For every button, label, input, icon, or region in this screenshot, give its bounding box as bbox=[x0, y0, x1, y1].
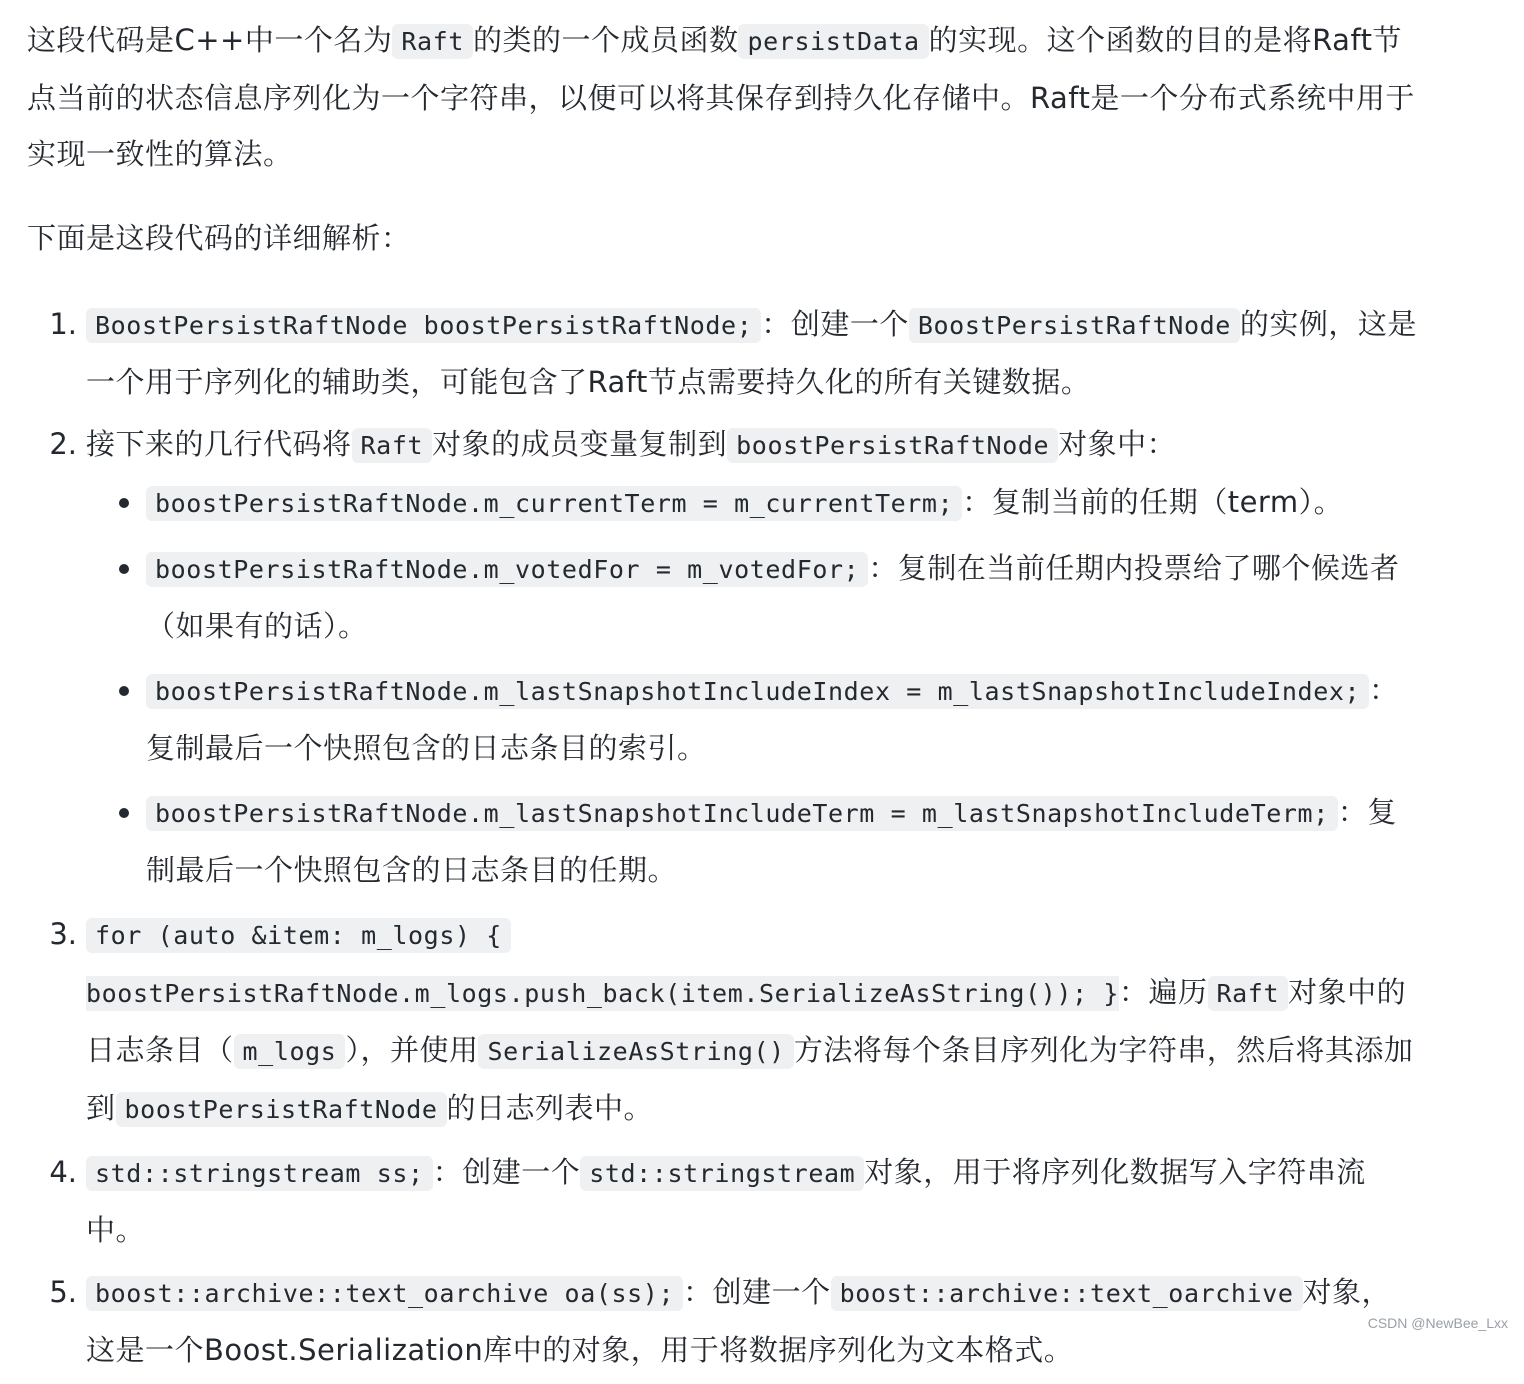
inline-code: BoostPersistRaftNode boostPersistRaftNode; bbox=[86, 308, 761, 343]
text-run: ：复制最后一个快照包含的日志条目的任期。 bbox=[146, 795, 1397, 887]
list-item-text bbox=[86, 1144, 1417, 1258]
intro-paragraph bbox=[27, 12, 1417, 182]
bullet-item bbox=[86, 474, 1417, 532]
text-run: ），并使用 bbox=[345, 1033, 479, 1067]
bullet-item bbox=[86, 784, 1417, 898]
list-item-text bbox=[86, 296, 1417, 410]
ordered-list bbox=[27, 296, 1417, 1378]
bullet-text bbox=[146, 474, 1417, 532]
inline-code: SerializeAsString() bbox=[478, 1034, 793, 1069]
intro-text-2: 的类的一个成员函数 bbox=[472, 23, 739, 57]
inline-code: Raft bbox=[352, 428, 433, 463]
bullet-dot-icon bbox=[119, 808, 129, 818]
list-number: 3. bbox=[49, 917, 77, 951]
inline-code: boostPersistRaftNode.m_currentTerm = m_currentTerm; bbox=[146, 486, 962, 521]
inline-code: boostPersistRaftNode.m_lastSnapshotIncludeTerm = m_lastSnapshotIncludeTerm; bbox=[146, 796, 1338, 831]
text-run: 的日志列表中。 bbox=[446, 1091, 654, 1125]
inline-code: m_logs bbox=[234, 1034, 346, 1069]
bullet-text bbox=[146, 662, 1417, 776]
bullet-list bbox=[86, 474, 1417, 898]
list-item-text bbox=[86, 1264, 1417, 1378]
text-run: ：复制当前的任期（term）。 bbox=[962, 485, 1344, 519]
text-run: ：遍历 bbox=[1118, 975, 1208, 1009]
bullet-item bbox=[86, 662, 1417, 776]
text-run: 对象，用于将序列化数据写入字符串流中。 bbox=[86, 1155, 1366, 1247]
inline-code: boost::archive::text_oarchive oa(ss); bbox=[86, 1276, 683, 1311]
intro-text-3: 的实现。这个函数的目的是将Raft节点当前的状态信息序列化为一个字符串，以便可以将其保存到持久化存储中。Raft是一个分布式系统中用于实现一致性的算法。 bbox=[27, 23, 1415, 171]
bullet-text bbox=[146, 540, 1417, 654]
bullet-dot-icon bbox=[119, 564, 129, 574]
list-item-text bbox=[86, 416, 1417, 474]
inline-code: boostPersistRaftNode.m_lastSnapshotIncludeIndex = m_lastSnapshotIncludeIndex; bbox=[146, 674, 1369, 709]
list-number: 4. bbox=[49, 1155, 77, 1189]
text-run: ：创建一个 bbox=[761, 307, 909, 341]
csdn-watermark: CSDN @NewBee_Lxx bbox=[1367, 1315, 1508, 1331]
article-body bbox=[27, 12, 1417, 1384]
list-item-text bbox=[86, 906, 1417, 1138]
inline-code: Raft bbox=[1208, 976, 1289, 1011]
inline-code: std::stringstream ss; bbox=[86, 1156, 433, 1191]
list-item-2 bbox=[27, 416, 1417, 898]
list-number: 5. bbox=[49, 1275, 77, 1309]
list-number: 1. bbox=[49, 307, 77, 341]
inline-code: boostPersistRaftNode.m_votedFor = m_votedFor; bbox=[146, 552, 868, 587]
text-run: 对象中： bbox=[1058, 427, 1177, 461]
text-run: 对象的成员变量复制到 bbox=[432, 427, 728, 461]
inline-code-persistdata: persistData bbox=[738, 24, 928, 59]
text-run: ：创建一个 bbox=[432, 1155, 581, 1189]
inline-code: boostPersistRaftNode bbox=[116, 1092, 447, 1127]
text-run: 的实例，这是一个用于序列化的辅助类，可能包含了Raft节点需要持久化的所有关键数据。 bbox=[86, 307, 1417, 399]
text-run: 方法将每个条目序列化为字符串，然后将其添加到 bbox=[86, 1033, 1414, 1125]
list-item-5 bbox=[27, 1264, 1417, 1378]
intro-text-1: 这段代码是C++中一个名为 bbox=[27, 23, 393, 57]
list-number: 2. bbox=[49, 427, 77, 461]
bullet-text bbox=[146, 784, 1417, 898]
lead-paragraph: 下面是这段代码的详细解析： bbox=[27, 221, 411, 255]
text-run: ：复制在当前任期内投票给了哪个候选者（如果有的话）。 bbox=[146, 551, 1400, 643]
bullet-item bbox=[86, 540, 1417, 654]
list-item-3 bbox=[27, 906, 1417, 1138]
inline-code: std::stringstream bbox=[580, 1156, 864, 1191]
text-run: 对象，这是一个Boost.Serialization库中的对象，用于将数据序列化为文本格式。 bbox=[86, 1275, 1392, 1367]
inline-code-loop-head: for (auto &item: m_logs) { bbox=[86, 918, 511, 953]
inline-code: boost::archive::text_oarchive bbox=[831, 1276, 1303, 1311]
text-run: 接下来的几行代码将 bbox=[86, 427, 352, 461]
inline-code: BoostPersistRaftNode bbox=[909, 308, 1240, 343]
bullet-dot-icon bbox=[119, 498, 129, 508]
list-item-1 bbox=[27, 296, 1417, 410]
text-run: ：创建一个 bbox=[683, 1275, 831, 1309]
inline-code-raft: Raft bbox=[392, 24, 473, 59]
inline-code: boostPersistRaftNode bbox=[727, 428, 1058, 463]
inline-code-loop-body: boostPersistRaftNode.m_logs.push_back(item.SerializeAsString()); } bbox=[86, 976, 1119, 1011]
list-item-4 bbox=[27, 1144, 1417, 1258]
text-run: ：复制最后一个快照包含的日志条目的索引。 bbox=[146, 673, 1399, 765]
text-run: 对象中的日志条目（ bbox=[86, 975, 1407, 1067]
bullet-dot-icon bbox=[119, 686, 129, 696]
